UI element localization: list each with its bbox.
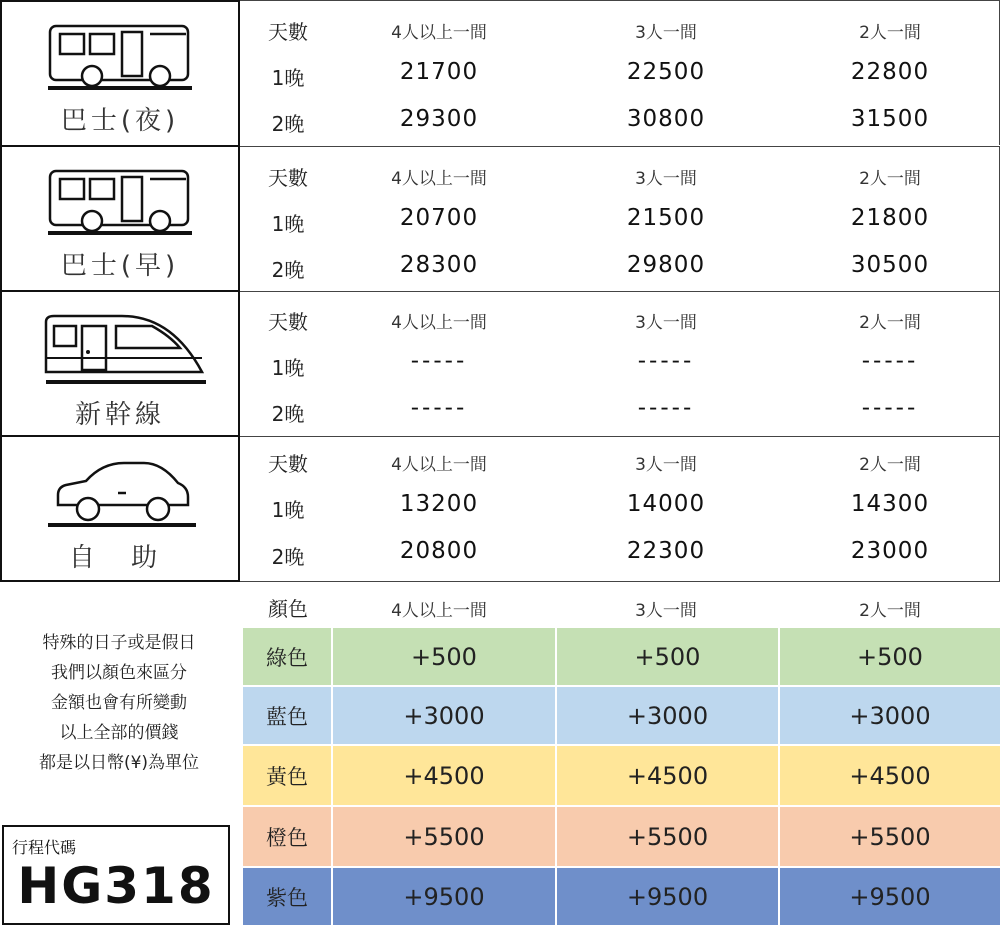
surcharge-value: +5500 [780,807,1000,866]
price-value: ----- [861,395,919,421]
note-line: 我們以顏色來區分 [51,663,187,683]
column-header: 3人一間 [635,313,697,333]
day-label: 1晚 [271,356,305,380]
price-value: 13200 [399,491,479,517]
column-header: 3人一間 [635,169,697,189]
price-value: 22500 [626,59,706,85]
surcharge-value: +9500 [333,868,555,925]
price-value: 21700 [399,59,479,85]
surcharge-value: +9500 [780,868,1000,925]
days-header: 天數 [268,166,308,190]
surcharge-row-blue [243,687,1000,744]
column-header: 4人以上一間 [391,313,487,333]
section-shinkansen-icon-panel [0,290,240,437]
price-value: ----- [410,395,468,421]
price-value: 14000 [626,491,706,517]
day-label: 1晚 [271,66,305,90]
color-name-cell: 黃色 [243,746,331,805]
surcharge-value: +3000 [780,687,1000,744]
column-header: 4人以上一間 [391,169,487,189]
column-header: 4人以上一間 [391,601,487,621]
day-label: 2晚 [271,112,305,136]
surcharge-value: +4500 [780,746,1000,805]
surcharge-value: +3000 [333,687,555,744]
surcharge-value: +500 [333,628,555,685]
days-header: 天數 [268,310,308,334]
note-line: 以上全部的價錢 [59,723,179,743]
column-header: 2人一間 [859,455,921,475]
price-value: 29300 [399,106,479,132]
column-header: 3人一間 [635,601,697,621]
column-header: 2人一間 [859,313,921,333]
car-icon [2,437,238,547]
section-label: 新幹線 [74,400,165,430]
price-value: 31500 [850,106,930,132]
price-value: ----- [410,348,468,374]
section-bus-morning-icon-panel [0,145,240,292]
price-value: 22300 [626,538,706,564]
surcharge-row-yellow [243,746,1000,805]
column-header: 2人一間 [859,23,921,43]
column-header: 3人一間 [635,23,697,43]
section-self-drive-icon-panel [0,435,240,582]
surcharge-value: +4500 [333,746,555,805]
surcharge-value: +500 [780,628,1000,685]
days-header: 天數 [268,452,308,476]
column-header: 4人以上一間 [391,23,487,43]
surcharge-value: +5500 [557,807,778,866]
price-value: 30800 [626,106,706,132]
surcharge-value: +3000 [557,687,778,744]
price-value: 21500 [626,205,706,231]
surcharge-value: +5500 [333,807,555,866]
price-value: 22800 [850,59,930,85]
note-line: 金額也會有所變動 [51,693,187,713]
price-value: 23000 [850,538,930,564]
color-name-cell: 綠色 [243,628,331,685]
day-label: 2晚 [271,402,305,426]
day-label: 2晚 [271,258,305,282]
section-label: 巴士(早) [60,251,180,281]
itinerary-code-box [2,825,230,925]
price-value: 20700 [399,205,479,231]
itinerary-code-label: 行程代碼 [12,838,77,857]
bus-icon [2,147,238,257]
surcharge-value: +500 [557,628,778,685]
color-name-cell: 紫色 [243,868,331,925]
price-value: ----- [637,348,695,374]
surcharge-value: +4500 [557,746,778,805]
bus-icon [2,2,238,112]
itinerary-code: HG318 [17,857,215,915]
price-value: 20800 [399,538,479,564]
price-value: 28300 [399,252,479,278]
section-label: 巴士(夜) [60,106,180,136]
note-line: 特殊的日子或是假日 [42,633,196,653]
surcharge-row-green [243,628,1000,685]
price-value: 29800 [626,252,706,278]
surcharge-row-purple [243,868,1000,925]
section-label: 自 助 [68,543,172,573]
column-header: 3人一間 [635,455,697,475]
price-value: 21800 [850,205,930,231]
day-label: 1晚 [271,212,305,236]
section-bus-night-icon-panel [0,0,240,147]
price-value: 30500 [850,252,930,278]
color-name-cell: 橙色 [243,807,331,866]
color-name-cell: 藍色 [243,687,331,744]
column-header: 2人一間 [859,601,921,621]
column-header: 2人一間 [859,169,921,189]
day-label: 1晚 [271,498,305,522]
price-value: ----- [637,395,695,421]
color-header: 顏色 [268,597,308,621]
surcharge-value: +9500 [557,868,778,925]
note-line: 都是以日幣(¥)為單位 [38,753,200,773]
surcharge-row-orange [243,807,1000,866]
column-header: 4人以上一間 [391,455,487,475]
price-value: 14300 [850,491,930,517]
bullet-train-icon [2,292,238,402]
days-header: 天數 [268,20,308,44]
day-label: 2晚 [271,545,305,569]
price-value: ----- [861,348,919,374]
